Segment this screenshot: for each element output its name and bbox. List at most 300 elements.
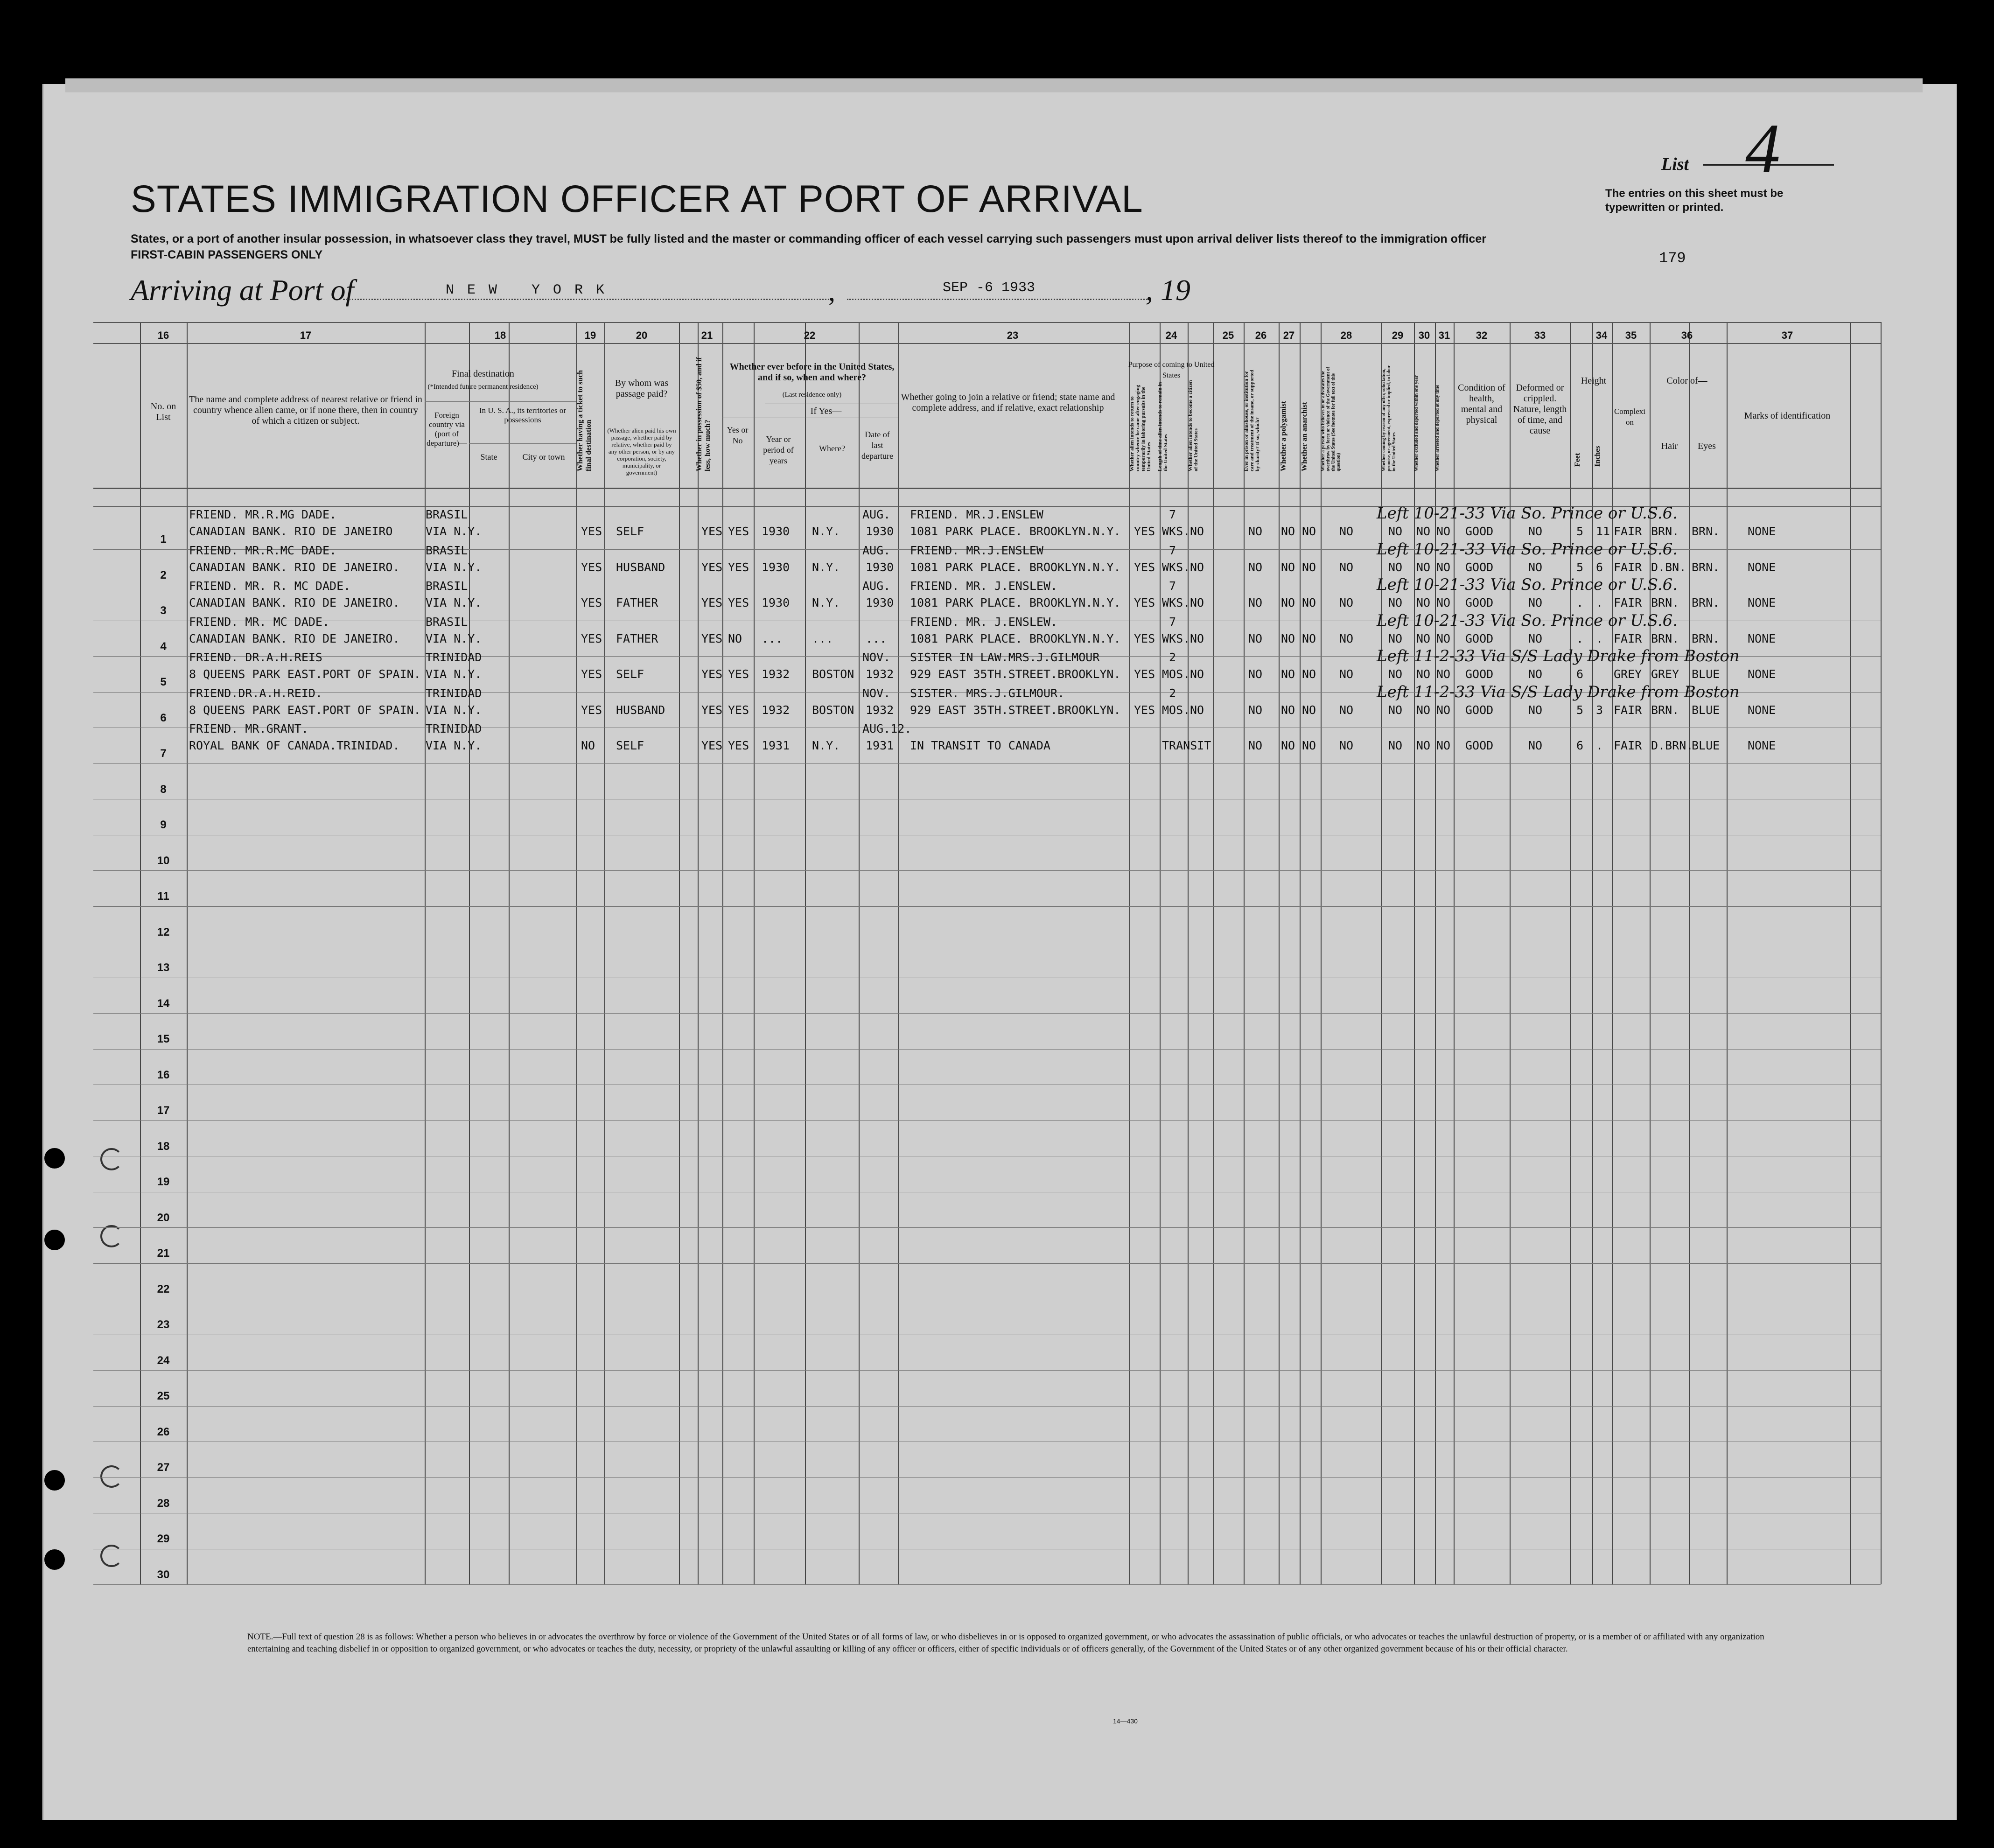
cell-marks: NONE bbox=[1748, 667, 1776, 681]
arriving-label: Arriving at Port of bbox=[131, 273, 354, 307]
cell-health: GOOD bbox=[1465, 596, 1494, 609]
cell-foreign-1: BRASIL bbox=[426, 543, 468, 557]
cell-q28: NO bbox=[1339, 667, 1354, 681]
header-list-no: No. on List bbox=[150, 401, 176, 422]
row-line bbox=[93, 1263, 1881, 1264]
cell-dep-1: NOV. bbox=[862, 686, 891, 700]
row-number: 14 bbox=[157, 997, 170, 1010]
departure-annotation: Left 11-2-33 Via S/S Lady Drake from Boston bbox=[1377, 682, 1740, 701]
row-line bbox=[93, 1049, 1881, 1050]
manifest-sheet bbox=[42, 84, 1957, 1820]
column-number: 33 bbox=[1534, 329, 1546, 341]
column-number: 28 bbox=[1340, 329, 1352, 341]
cell-feet: . bbox=[1576, 596, 1584, 609]
cell-complexion: GREY bbox=[1614, 667, 1642, 681]
page-number: 179 bbox=[1659, 250, 1686, 267]
cell-deformed: NO bbox=[1528, 703, 1543, 717]
cell-dep-2: 1931 bbox=[866, 739, 894, 752]
column-number: 19 bbox=[584, 329, 596, 341]
cell-anarch: NO bbox=[1302, 525, 1316, 538]
cell-length-1: 7 bbox=[1169, 615, 1176, 629]
row-number: 28 bbox=[157, 1497, 170, 1510]
cell-relative-2: CANADIAN BANK. RIO DE JANEIRO. bbox=[189, 596, 400, 609]
cell-deformed: NO bbox=[1528, 739, 1543, 752]
cell-before: YES bbox=[728, 667, 749, 681]
row-line bbox=[93, 870, 1881, 871]
cell-join-2: 1081 PARK PLACE. BROOKLYN.N.Y. bbox=[910, 525, 1121, 538]
cell-relative-2: CANADIAN BANK. RIO DE JANEIRO bbox=[189, 525, 393, 538]
cell-eyes: BLUE bbox=[1692, 667, 1720, 681]
cell-join-2: IN TRANSIT TO CANADA bbox=[910, 739, 1051, 752]
cell-relative-2: ROYAL BANK OF CANADA.TRINIDAD. bbox=[189, 739, 400, 752]
cell-prison: NO bbox=[1248, 525, 1263, 538]
cell-q31: NO bbox=[1436, 525, 1451, 538]
column-number: 25 bbox=[1222, 329, 1234, 341]
cell-inches: . bbox=[1596, 739, 1603, 752]
cell-eyes: BRN. bbox=[1692, 631, 1720, 645]
header-height: Height bbox=[1581, 376, 1607, 386]
grid-header-line bbox=[93, 488, 1881, 489]
cell-paid: SELF bbox=[616, 739, 644, 752]
cell-feet: 5 bbox=[1576, 525, 1584, 538]
form-subtitle: States, or a port of another insular possession, in whatsoever class they travel, MUST be fully listed and the master or commanding officer of each vessel carrying such passengers must upon arrival deliver lists thereof to the immigration officer bbox=[131, 232, 1486, 245]
cell-hair: D.BN. bbox=[1651, 560, 1686, 574]
grid-column-line bbox=[1129, 322, 1130, 1584]
header-hair: Hair bbox=[1661, 441, 1678, 451]
cell-deformed: NO bbox=[1528, 525, 1543, 538]
column-number: 20 bbox=[636, 329, 648, 341]
cell-foreign-2: VIA N.Y. bbox=[426, 667, 482, 681]
cell-ticket: YES bbox=[581, 703, 602, 717]
row-number: 17 bbox=[157, 1104, 170, 1117]
cell-foreign-2: VIA N.Y. bbox=[426, 739, 482, 752]
row-number: 12 bbox=[157, 925, 170, 938]
cell-ticket: YES bbox=[581, 560, 602, 574]
row-number: 20 bbox=[157, 1211, 170, 1224]
cell-year: 1932 bbox=[762, 703, 790, 717]
cell-length-1: 2 bbox=[1169, 686, 1176, 700]
column-number: 23 bbox=[1007, 329, 1019, 341]
footnote: NOTE.—Full text of question 28 is as follows: Whether a person who believes in or advocates the overthrow by force or violence of the Government of the United States or of all forms of law, or who disbelieves in or is opposed to organized government, or who advocates the assassination of public officials, or who advocates or teaches the unlawful destruction of property, or is a member of or affiliated with any organization entertaining and teaching disbelief in or opposition to organized government, or who advocates or teaches the duty, necessity, or propriety of the unlawful assaulting or killing of any officer or officers, either of specific individuals or of officers generally, of the Government of the United States or of any other organized government because of his or their official character. bbox=[247, 1632, 1764, 1654]
cell-polyg: NO bbox=[1281, 739, 1295, 752]
cell-year: 1932 bbox=[762, 667, 790, 681]
row-number: 19 bbox=[157, 1176, 170, 1188]
cell-foreign-2: VIA N.Y. bbox=[426, 596, 482, 609]
cell-q29: NO bbox=[1388, 596, 1403, 609]
cell-before: YES bbox=[728, 703, 749, 717]
cell-where: N.Y. bbox=[812, 525, 840, 538]
cell-relative-1: FRIEND. MR. R. MC DADE. bbox=[189, 579, 351, 593]
form-code: 14—430 bbox=[1113, 1717, 1138, 1725]
column-number: 16 bbox=[157, 329, 169, 341]
grid-column-line bbox=[469, 322, 470, 1584]
cell-health: GOOD bbox=[1465, 739, 1494, 752]
binder-hole-icon bbox=[44, 1549, 65, 1570]
cell-health: GOOD bbox=[1465, 703, 1494, 717]
row-number: 11 bbox=[157, 890, 169, 903]
cell-paid: SELF bbox=[616, 667, 644, 681]
cell-dep-2: 1932 bbox=[866, 703, 894, 717]
cell-money: YES bbox=[701, 703, 723, 717]
grid-header-line bbox=[93, 322, 1881, 323]
cell-polyg: NO bbox=[1281, 631, 1295, 645]
cell-health: GOOD bbox=[1465, 560, 1494, 574]
cell-citizen: NO bbox=[1190, 560, 1204, 574]
header-yes-no: Yes or No bbox=[727, 425, 749, 445]
cell-length-2: WKS. bbox=[1162, 596, 1190, 609]
cell-foreign-1: BRASIL bbox=[426, 508, 468, 521]
cell-paid: FATHER bbox=[616, 596, 658, 609]
header-last-residence: (Last residence only) bbox=[782, 391, 842, 399]
cell-citizen: NO bbox=[1190, 596, 1204, 609]
row-line bbox=[93, 1370, 1881, 1371]
header-prison: Ever in prison or almshouse, or institution for care and treatment of the insane, or supported by charity? If so, which? bbox=[1244, 370, 1260, 471]
cell-return: YES bbox=[1134, 631, 1155, 645]
departure-annotation: Left 11-2-33 Via S/S Lady Drake from Boston bbox=[1377, 647, 1740, 665]
cell-hair: D.BRN. bbox=[1651, 739, 1693, 752]
header-eyes: Eyes bbox=[1698, 441, 1716, 451]
row-number: 22 bbox=[157, 1282, 170, 1295]
row-number: 9 bbox=[160, 819, 167, 831]
cell-inches: . bbox=[1596, 631, 1603, 645]
cell-q30: NO bbox=[1416, 525, 1431, 538]
row-number: 7 bbox=[160, 747, 167, 760]
column-number: 30 bbox=[1418, 329, 1430, 341]
grid-column-line bbox=[1727, 322, 1728, 1584]
row-number: 27 bbox=[157, 1461, 170, 1474]
row-number: 2 bbox=[160, 568, 167, 581]
row-line bbox=[93, 763, 1881, 764]
cell-return: YES bbox=[1134, 703, 1155, 717]
cell-complexion: FAIR bbox=[1614, 525, 1642, 538]
header-citizen: Whether alien intends to become a citizen of the United States bbox=[1188, 380, 1199, 471]
header-length-stay: Length of time alien intends to remain in the United States bbox=[1157, 382, 1168, 471]
cell-marks: NONE bbox=[1748, 525, 1776, 538]
cell-complexion: FAIR bbox=[1614, 703, 1642, 717]
cell-hair: BRN. bbox=[1651, 703, 1679, 717]
cell-before: NO bbox=[728, 631, 742, 645]
cell-money: YES bbox=[701, 667, 723, 681]
row-number: 16 bbox=[157, 1068, 170, 1081]
cell-relative-1: FRIEND. MR. MC DADE. bbox=[189, 615, 330, 629]
cell-prison: NO bbox=[1248, 596, 1263, 609]
cell-foreign-1: BRASIL bbox=[426, 615, 468, 629]
departure-annotation: Left 10-21-33 Via So. Prince or U.S.6. bbox=[1377, 611, 1678, 630]
binder-ring-icon bbox=[100, 1148, 123, 1170]
header-year: Year or period of years bbox=[763, 434, 794, 465]
cell-paid: HUSBAND bbox=[616, 703, 665, 717]
cell-prison: NO bbox=[1248, 560, 1263, 574]
cell-q29: NO bbox=[1388, 631, 1403, 645]
grid-column-line bbox=[1321, 322, 1322, 1584]
header-purpose: Purpose of coming to United States bbox=[1128, 361, 1215, 379]
binder-hole-icon bbox=[44, 1148, 65, 1169]
cell-q31: NO bbox=[1436, 703, 1451, 717]
cell-inches: 11 bbox=[1596, 525, 1610, 538]
grid-column-line bbox=[722, 322, 723, 1584]
row-number: 4 bbox=[160, 640, 167, 653]
cell-return: YES bbox=[1134, 525, 1155, 538]
header-where: Where? bbox=[819, 444, 845, 453]
form-title: STATES IMMIGRATION OFFICER AT PORT OF ARRIVAL bbox=[131, 178, 1143, 220]
row-number: 29 bbox=[157, 1533, 170, 1545]
cell-prison: NO bbox=[1248, 667, 1263, 681]
cell-length-1: 7 bbox=[1169, 543, 1176, 557]
row-line bbox=[93, 1477, 1881, 1478]
header-deformed: Deformed or crippled. Nature, length of time, and cause bbox=[1513, 383, 1567, 436]
cell-marks: NONE bbox=[1748, 631, 1776, 645]
cell-polyg: NO bbox=[1281, 703, 1295, 717]
cell-inches: . bbox=[1596, 596, 1603, 609]
cell-dep-2: 1930 bbox=[866, 596, 894, 609]
cell-where: N.Y. bbox=[812, 596, 840, 609]
row-line bbox=[93, 1120, 1881, 1121]
cell-where: BOSTON bbox=[812, 667, 854, 681]
cell-return: YES bbox=[1134, 667, 1155, 681]
column-number: 35 bbox=[1625, 329, 1637, 341]
cell-hair: GREY bbox=[1651, 667, 1679, 681]
cell-relative-2: 8 QUEENS PARK EAST.PORT OF SPAIN. bbox=[189, 667, 421, 681]
column-number: 17 bbox=[300, 329, 312, 341]
cell-q30: NO bbox=[1416, 739, 1431, 752]
binder-ring-icon bbox=[100, 1545, 123, 1567]
header-passage-paid: By whom was passage paid? bbox=[615, 378, 669, 399]
column-number: 18 bbox=[494, 329, 506, 341]
header-money: Whether in possession of $50, and if less, how much? bbox=[695, 357, 712, 471]
grid-column-line bbox=[898, 322, 899, 1584]
grid-column-line bbox=[1244, 322, 1245, 1584]
cell-deformed: NO bbox=[1528, 667, 1543, 681]
row-number: 21 bbox=[157, 1247, 170, 1260]
cell-money: YES bbox=[701, 596, 723, 609]
header-if-yes: If Yes— bbox=[810, 406, 842, 416]
cell-where: N.Y. bbox=[812, 739, 840, 752]
cell-q30: NO bbox=[1416, 596, 1431, 609]
cell-complexion: FAIR bbox=[1614, 631, 1642, 645]
cell-dep-2: 1930 bbox=[866, 525, 894, 538]
header-final-destination-note: (*Intended future permanent residence) bbox=[427, 383, 539, 391]
cell-q28: NO bbox=[1339, 596, 1354, 609]
cell-dep-1: AUG. bbox=[862, 579, 891, 593]
cell-money: YES bbox=[701, 739, 723, 752]
row-number: 15 bbox=[157, 1033, 170, 1045]
column-number: 21 bbox=[701, 329, 713, 341]
cell-join-1: FRIEND. MR. J.ENSLEW. bbox=[910, 579, 1058, 593]
cell-feet: 5 bbox=[1576, 560, 1584, 574]
cell-feet: 5 bbox=[1576, 703, 1584, 717]
cell-foreign-1: TRINIDAD bbox=[426, 686, 482, 700]
row-number: 5 bbox=[160, 676, 167, 688]
cell-where: ... bbox=[812, 631, 833, 645]
cell-q30: NO bbox=[1416, 631, 1431, 645]
cell-polyg: NO bbox=[1281, 560, 1295, 574]
cell-money: YES bbox=[701, 525, 723, 538]
cell-dep-2: 1930 bbox=[866, 560, 894, 574]
cell-ticket: YES bbox=[581, 525, 602, 538]
cell-q31: NO bbox=[1436, 596, 1451, 609]
header-feet: Feet bbox=[1574, 453, 1581, 467]
header-last-departure: Date of last departure bbox=[861, 430, 893, 461]
cell-polyg: NO bbox=[1281, 525, 1295, 538]
column-number: 37 bbox=[1781, 329, 1793, 341]
cell-eyes: BRN. bbox=[1692, 596, 1720, 609]
grid-column-line bbox=[698, 322, 699, 1584]
cell-citizen: NO bbox=[1190, 525, 1204, 538]
header-color-of: Color of— bbox=[1666, 376, 1707, 386]
binder-ring-icon bbox=[100, 1465, 123, 1488]
cell-complexion: FAIR bbox=[1614, 596, 1642, 609]
cell-relative-1: FRIEND. DR.A.H.REIS bbox=[189, 651, 322, 664]
row-line bbox=[93, 1013, 1881, 1014]
header-health: Condition of health, mental and physical bbox=[1458, 383, 1505, 425]
cell-polyg: NO bbox=[1281, 596, 1295, 609]
header-before-in-us: Whether ever before in the United States, and if so, when and where? bbox=[729, 362, 895, 383]
cell-eyes: BRN. bbox=[1692, 560, 1720, 574]
header-foreign-country: Foreign country via (port of departure)— bbox=[427, 411, 467, 448]
cell-q31: NO bbox=[1436, 631, 1451, 645]
cell-q29: NO bbox=[1388, 667, 1403, 681]
cell-marks: NONE bbox=[1748, 560, 1776, 574]
cell-q31: NO bbox=[1436, 560, 1451, 574]
list-label: List bbox=[1661, 154, 1689, 174]
cell-anarch: NO bbox=[1302, 560, 1316, 574]
grid-column-line bbox=[1881, 322, 1882, 1584]
row-number: 10 bbox=[157, 854, 170, 867]
cell-feet: 6 bbox=[1576, 667, 1584, 681]
grid-column-line bbox=[1279, 322, 1280, 1584]
cell-join-2: 1081 PARK PLACE. BROOKLYN.N.Y. bbox=[910, 631, 1121, 645]
cell-feet: . bbox=[1576, 631, 1584, 645]
cell-dep-2: 1932 bbox=[866, 667, 894, 681]
cell-anarch: NO bbox=[1302, 596, 1316, 609]
cell-dep-1: AUG.12. bbox=[862, 722, 912, 735]
cell-relative-1: FRIEND.DR.A.H.REID. bbox=[189, 686, 322, 700]
cell-inches: 3 bbox=[1596, 703, 1603, 717]
grid-column-line bbox=[1300, 322, 1301, 1584]
cell-foreign-1: TRINIDAD bbox=[426, 651, 482, 664]
cell-join-2: 929 EAST 35TH.STREET.BROOKLYN. bbox=[910, 703, 1121, 717]
cell-foreign-1: BRASIL bbox=[426, 579, 468, 593]
row-line bbox=[93, 1406, 1881, 1407]
row-line bbox=[93, 1227, 1881, 1228]
cell-paid: SELF bbox=[616, 525, 644, 538]
cell-join-1: FRIEND. MR. J.ENSLEW. bbox=[910, 615, 1058, 629]
grid-subheader-line bbox=[469, 443, 576, 444]
cell-q28: NO bbox=[1339, 631, 1354, 645]
cell-ticket: YES bbox=[581, 667, 602, 681]
row-number: 8 bbox=[160, 783, 167, 796]
row-number: 26 bbox=[157, 1425, 170, 1438]
cell-length-2: MOS. bbox=[1162, 667, 1190, 681]
cell-join-1: SISTER IN LAW.MRS.J.GILMOUR bbox=[910, 651, 1100, 664]
cell-deformed: NO bbox=[1528, 631, 1543, 645]
grid-header-line bbox=[93, 343, 1881, 344]
cell-length-2: MOS. bbox=[1162, 703, 1190, 717]
header-state: State bbox=[480, 452, 497, 462]
row-number: 30 bbox=[157, 1568, 170, 1581]
grid-column-line bbox=[509, 322, 510, 1584]
cell-relative-1: FRIEND. MR.R.MC DADE. bbox=[189, 543, 337, 557]
cell-length-1: 2 bbox=[1169, 651, 1176, 664]
cell-join-2: 929 EAST 35TH.STREET.BROOKLYN. bbox=[910, 667, 1121, 681]
cell-q29: NO bbox=[1388, 525, 1403, 538]
grid-column-line bbox=[754, 322, 755, 1584]
header-return: Whether alien intends to return to country whence he came after engaging temporarily in laboring pursuits in the United States bbox=[1129, 385, 1152, 471]
cell-anarch: NO bbox=[1302, 703, 1316, 717]
row-number: 18 bbox=[157, 1140, 170, 1153]
cell-eyes: BLUE bbox=[1692, 703, 1720, 717]
cell-money: YES bbox=[701, 631, 723, 645]
cell-before: YES bbox=[728, 525, 749, 538]
cell-q30: NO bbox=[1416, 703, 1431, 717]
grid-column-line bbox=[679, 322, 680, 1584]
cell-foreign-2: VIA N.Y. bbox=[426, 525, 482, 538]
cell-foreign-2: VIA N.Y. bbox=[426, 631, 482, 645]
grid-column-line bbox=[1188, 322, 1189, 1584]
cell-dep-1: AUG. bbox=[862, 508, 891, 521]
cell-paid: FATHER bbox=[616, 631, 658, 645]
row-number: 25 bbox=[157, 1390, 170, 1402]
list-number: 4 bbox=[1745, 110, 1780, 187]
header-q30: Whether excluded and deported within one year bbox=[1414, 375, 1419, 471]
cell-relative-2: 8 QUEENS PARK EAST.PORT OF SPAIN. bbox=[189, 703, 421, 717]
cell-marks: NONE bbox=[1748, 596, 1776, 609]
cell-q28: NO bbox=[1339, 560, 1354, 574]
cell-return: YES bbox=[1134, 560, 1155, 574]
cell-anarch: NO bbox=[1302, 631, 1316, 645]
cell-join-2: 1081 PARK PLACE. BROOKLYN.N.Y. bbox=[910, 596, 1121, 609]
grid-subheader-line bbox=[425, 401, 576, 402]
port-fill-line bbox=[343, 299, 833, 300]
cell-join-1: SISTER. MRS.J.GILMOUR. bbox=[910, 686, 1065, 700]
cell-health: GOOD bbox=[1465, 631, 1494, 645]
cell-foreign-1: TRINIDAD bbox=[426, 722, 482, 735]
cell-health: GOOD bbox=[1465, 667, 1494, 681]
column-number: 32 bbox=[1476, 329, 1488, 341]
cell-before: YES bbox=[728, 596, 749, 609]
binder-hole-icon bbox=[44, 1230, 65, 1250]
cell-foreign-2: VIA N.Y. bbox=[426, 560, 482, 574]
departure-annotation: Left 10-21-33 Via So. Prince or U.S.6. bbox=[1377, 575, 1678, 594]
cell-dep-2: ... bbox=[866, 631, 887, 645]
cell-ticket: YES bbox=[581, 631, 602, 645]
row-number: 6 bbox=[160, 711, 167, 724]
binder-ring-icon bbox=[100, 1225, 123, 1247]
row-line bbox=[93, 1584, 1881, 1585]
header-join-relative: Whether going to join a relative or friend; state name and complete address, and if relative, exact relationship bbox=[901, 392, 1115, 413]
cell-hair: BRN. bbox=[1651, 631, 1679, 645]
column-number: 34 bbox=[1595, 329, 1608, 341]
cell-where: BOSTON bbox=[812, 703, 854, 717]
cell-deformed: NO bbox=[1528, 560, 1543, 574]
cell-complexion: FAIR bbox=[1614, 560, 1642, 574]
cell-relative-2: CANADIAN BANK. RIO DE JANEIRO. bbox=[189, 631, 400, 645]
grid-column-line bbox=[1850, 322, 1851, 1584]
cell-length-1: 7 bbox=[1169, 508, 1176, 521]
header-q31: Whether arrested and deported at any time bbox=[1435, 385, 1440, 471]
cell-hair: BRN. bbox=[1651, 525, 1679, 538]
sheet-top-edge bbox=[65, 78, 1923, 92]
cell-q30: NO bbox=[1416, 560, 1431, 574]
cell-year: 1930 bbox=[762, 525, 790, 538]
departure-annotation: Left 10-21-33 Via So. Prince or U.S.6. bbox=[1377, 504, 1678, 523]
cell-marks: NONE bbox=[1748, 703, 1776, 717]
cell-citizen: NO bbox=[1190, 703, 1204, 717]
arrival-date: SEP -6 1933 bbox=[943, 280, 1035, 296]
header-relative: The name and complete address of nearest relative or friend in country whence alien came, or if none there, then in country of which a citizen or subject. bbox=[189, 394, 422, 426]
port-comma: , bbox=[828, 276, 835, 307]
cell-join-2: 1081 PARK PLACE. BROOKLYN.N.Y. bbox=[910, 560, 1121, 574]
